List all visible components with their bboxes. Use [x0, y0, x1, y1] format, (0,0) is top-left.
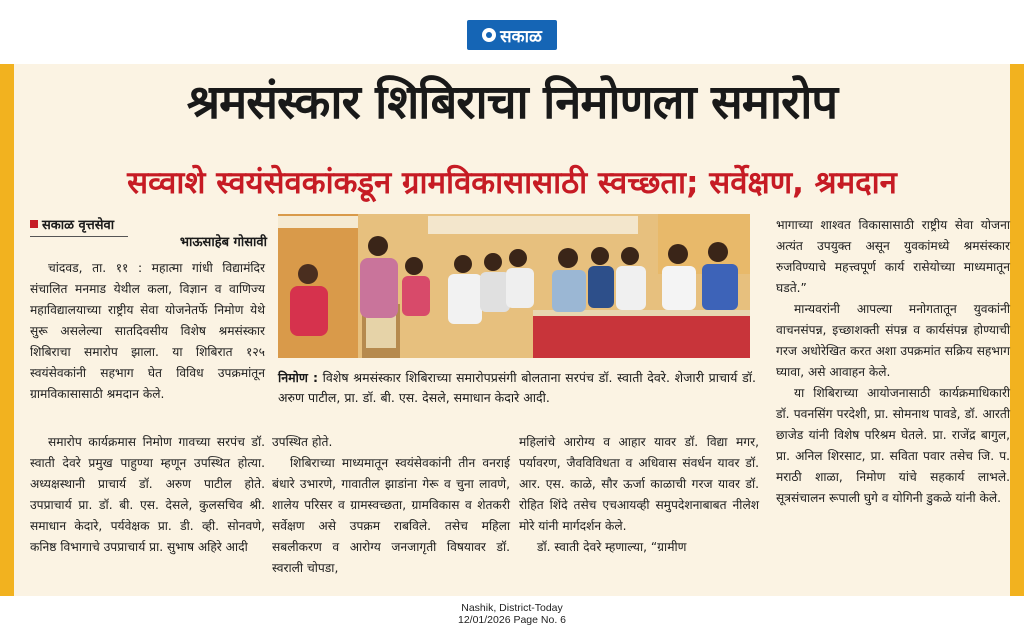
service-label: सकाळ वृत्तसेवा — [42, 218, 115, 233]
event-photo — [278, 214, 750, 358]
paragraph: समारोप कार्यक्रमास निमोण गावच्या सरपंच डॉ. स्वाती देवरे प्रमुख पाहुण्या म्हणून उपस्थित होत्या. अध्यक्षस्थानी प्राचार्य डॉ. अरुण पाटील होते. उपप्राचार्य प्रा. डॉ. बी. एस. देसले, कुलसचिव श्री. समाधान केदारे, पर्यवेक्षक प्रा. डी. व्ही. सोनवणे, कनिष्ठ विभागाचे उपप्राचार्य प्रा. सुभाष अहिरे आदी — [30, 435, 265, 554]
edition-footer — [412, 602, 612, 626]
caption-place: निमोण : — [278, 370, 318, 385]
article-headline: श्रमसंस्कार शिबिराचा निमोणला समारोप — [186, 75, 838, 130]
edition-date-page: 12/01/2026 Page No. 6 — [457, 614, 566, 626]
paragraph: भागाच्या शाश्वत विकासासाठी राष्ट्रीय सेवा योजना अत्यंत उपयुक्त असून युवकांमध्ये श्रमसंस्कार रुजविण्याचे महत्त्वपूर्ण कार्य रासेयोच्या माध्यमातून घडते.” — [776, 218, 1010, 295]
photo-caption — [278, 368, 756, 408]
stage-scene-image — [278, 214, 750, 358]
paragraph: शिबिराच्या माध्यमातून स्वयंसेवकांनी तीन वनराई बंधारे उभारणे, गावातील झाडांना गेरू व चुना लावणे, शालेय परिसर व ग्रामस्वच्छता, ग्रामविकास व शेतकरी सर्वेक्षण असे उपक्रम राबविले. तसेच महिला सबलीकरण व आरोग्य जनजागृती विषयावर डॉ. स्वराली चोपडा, — [272, 456, 510, 575]
news-service — [30, 215, 114, 233]
edition-name: Nashik, District-Today — [461, 602, 563, 614]
service-square-icon — [30, 220, 38, 228]
byline: भाऊसाहेब गोसावी — [128, 232, 267, 250]
column-2 — [272, 432, 510, 579]
caption-text: विशेष श्रमसंस्कार शिबिराच्या समारोपप्रसंगी बोलताना सरपंच डॉ. स्वाती देवरे. शेजारी प्राचार्य डॉ. अरुण पाटील, प्रा. डॉ. बी. एस. देसले, समाधान केदारे आदी. — [278, 370, 756, 405]
paragraph: महिलांचे आरोग्य व आहार यावर डॉ. विद्या मगर, पर्यावरण, जैवविविधता व अधिवास संवर्धन यावर डॉ. आर. एस. काळे, सौर ऊर्जा काळाची गरज यावर डॉ. रोहित शिंदे तसेच एचआयव्ही समुपदेशनाबाबत नीलेश मोरे यांनी मार्गदर्शन केले. — [519, 435, 759, 533]
column-1-bottom — [30, 432, 265, 558]
paragraph: डॉ. स्वाती देवरे म्हणाल्या, “ग्रामीण — [537, 540, 687, 554]
paragraph: उपस्थित होते. — [272, 435, 333, 449]
paragraph: चांदवड, ता. ११ : महात्मा गांधी विद्यामंदिर संचालित मनमाड येथील कला, विज्ञान व वाणिज्य महाविद्यालयाच्या राष्ट्रीय सेवा योजनेतर्फे निमोण येथे सुरू असलेल्या सातदिवसीय विशेष श्रमसंस्कार शिबिराचा समारोप झाला. या शिबिरात १२५ स्वयंसेवकांनी सहभाग घेत विविध उपक्रमांतून ग्रामविकासासाठी श्रमदान केले. — [30, 261, 265, 401]
article-subheadline: सव्वाशे स्वयंसेवकांकडून ग्रामविकासासाठी स्वच्छता; सर्वेक्षण, श्रमदान — [127, 165, 897, 201]
sun-logo-icon — [482, 28, 496, 42]
logo-text: सकाळ — [500, 26, 542, 47]
paragraph: मान्यवरांनी आपल्या मनोगतातून युवकांनी वाचनसंपन्न, इच्छाशक्ती संपन्न व कार्यसंपन्न होण्याची गरज अधोरेखित करत अशा उपक्रमांत सक्रिय सहभाग घ्यावा, असे आवाहन केले. — [776, 302, 1010, 379]
column-1-top — [30, 258, 265, 405]
column-3 — [519, 432, 759, 558]
paragraph: या शिबिराच्या आयोजनासाठी कार्यक्रमाधिकारी डॉ. पवनसिंग परदेशी, प्रा. सोमनाथ पावडे, डॉ. आरती छाजेड यांनी विशेष परिश्रम घेतले. प्रा. राजेंद्र बागुल, प्रा. अनिल शिरसाट, प्रा. सविता पवार तसेच जि. प. मराठी शाळा, निमोण यांचे सहकार्य लाभले. सूत्रसंचालन रूपाली घुगे व योगिनी डुकळे यांनी केले. — [776, 386, 1010, 505]
column-4 — [776, 215, 1010, 509]
sakal-logo — [467, 20, 557, 50]
